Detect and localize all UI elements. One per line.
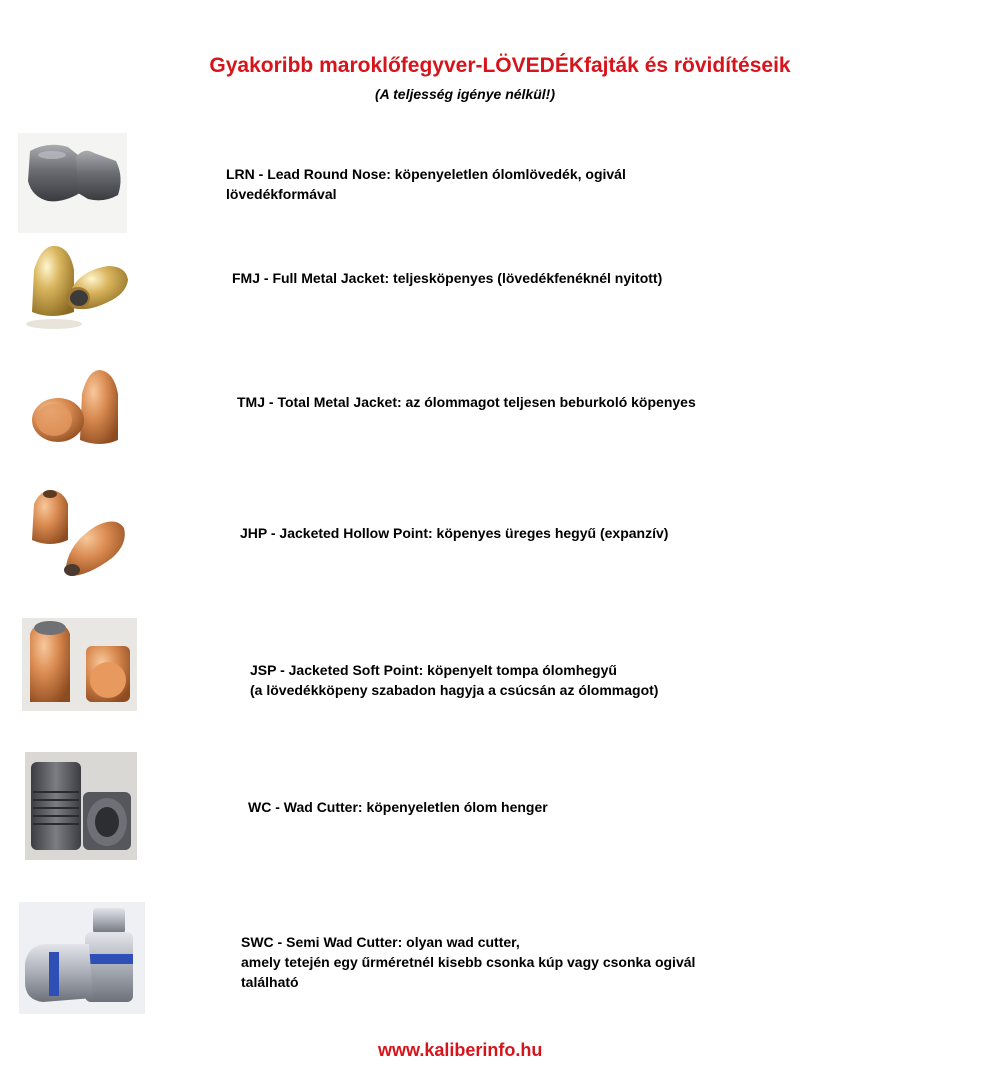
- swc-description: SWC - Semi Wad Cutter: olyan wad cutter, amely tetején egy űrméretnél kisebb csonka kúp vagy csonka ogivál található: [241, 934, 696, 990]
- jhp-bullets-image: [26, 486, 130, 582]
- footer-website-link[interactable]: www.kaliberinfo.hu: [378, 1040, 543, 1060]
- jhp-description: JHP - Jacketed Hollow Point: köpenyes üreges hegyű (expanzív): [240, 525, 669, 541]
- lrn-bullets-image: [18, 133, 127, 233]
- jsp-bullets-image: [22, 618, 137, 711]
- lrn-description: LRN - Lead Round Nose: köpenyeletlen ólomlövedék, ogivál lövedékformával: [226, 166, 626, 202]
- fmj-bullets-image: [22, 240, 132, 335]
- fmj-description: FMJ - Full Metal Jacket: teljesköpenyes (lövedékfenéknél nyitott): [232, 270, 663, 286]
- page-title: Gyakoribb maroklőfegyver-LÖVEDÉKfajták és rövidítéseik: [209, 54, 791, 77]
- swc-bullets-image: [19, 902, 145, 1014]
- tmj-description: TMJ - Total Metal Jacket: az ólommagot teljesen beburkoló köpenyes: [237, 394, 696, 410]
- page-subtitle: (A teljesség igénye nélkül!): [375, 86, 555, 102]
- jsp-description: JSP - Jacketed Soft Point: köpenyelt tompa ólomhegyű (a lövedékköpeny szabadon hagyja a csúcsán az ólommagot): [250, 662, 659, 698]
- wc-description: WC - Wad Cutter: köpenyeletlen ólom henger: [248, 799, 548, 815]
- tmj-bullets-image: [28, 368, 128, 450]
- wc-bullets-image: [25, 752, 137, 860]
